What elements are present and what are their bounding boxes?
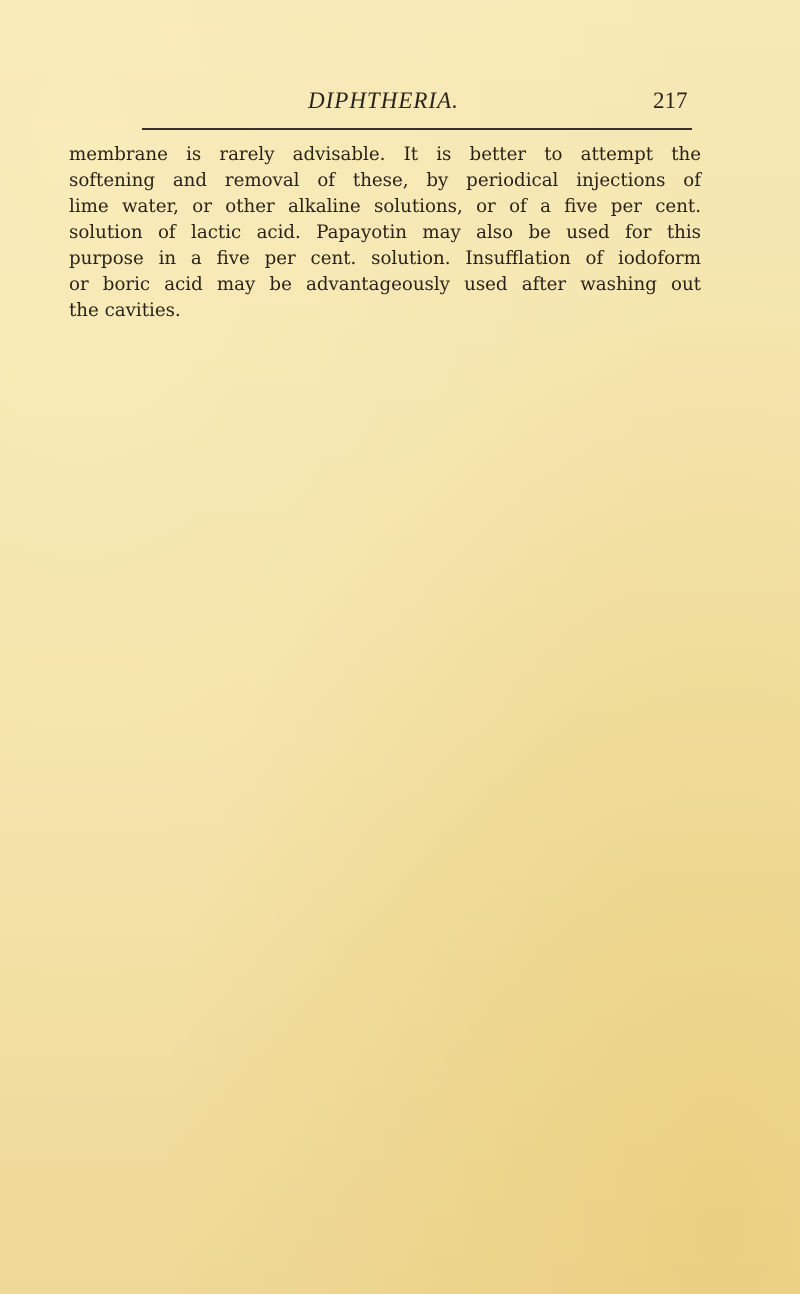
text-line: purpose in a five per cent. solution. Insufflation of iodoform xyxy=(69,248,701,269)
text-line: the cavities. xyxy=(69,300,181,321)
running-head-title: DIPHTHERIA. xyxy=(308,88,459,113)
text-line: or boric acid may be advantageously used after washing out xyxy=(69,274,701,295)
body-paragraph xyxy=(69,142,701,324)
text-line: lime water, or other alkaline solutions, or of a five per cent. xyxy=(69,196,701,217)
text-line: solution of lactic acid. Papayotin may also be used for this xyxy=(69,222,701,243)
page-number: 217 xyxy=(653,88,688,113)
text-line: membrane is rarely advisable. It is better to attempt the xyxy=(69,144,701,165)
header-rule xyxy=(142,128,692,130)
text-line: softening and removal of these, by periodical injections of xyxy=(69,170,701,191)
